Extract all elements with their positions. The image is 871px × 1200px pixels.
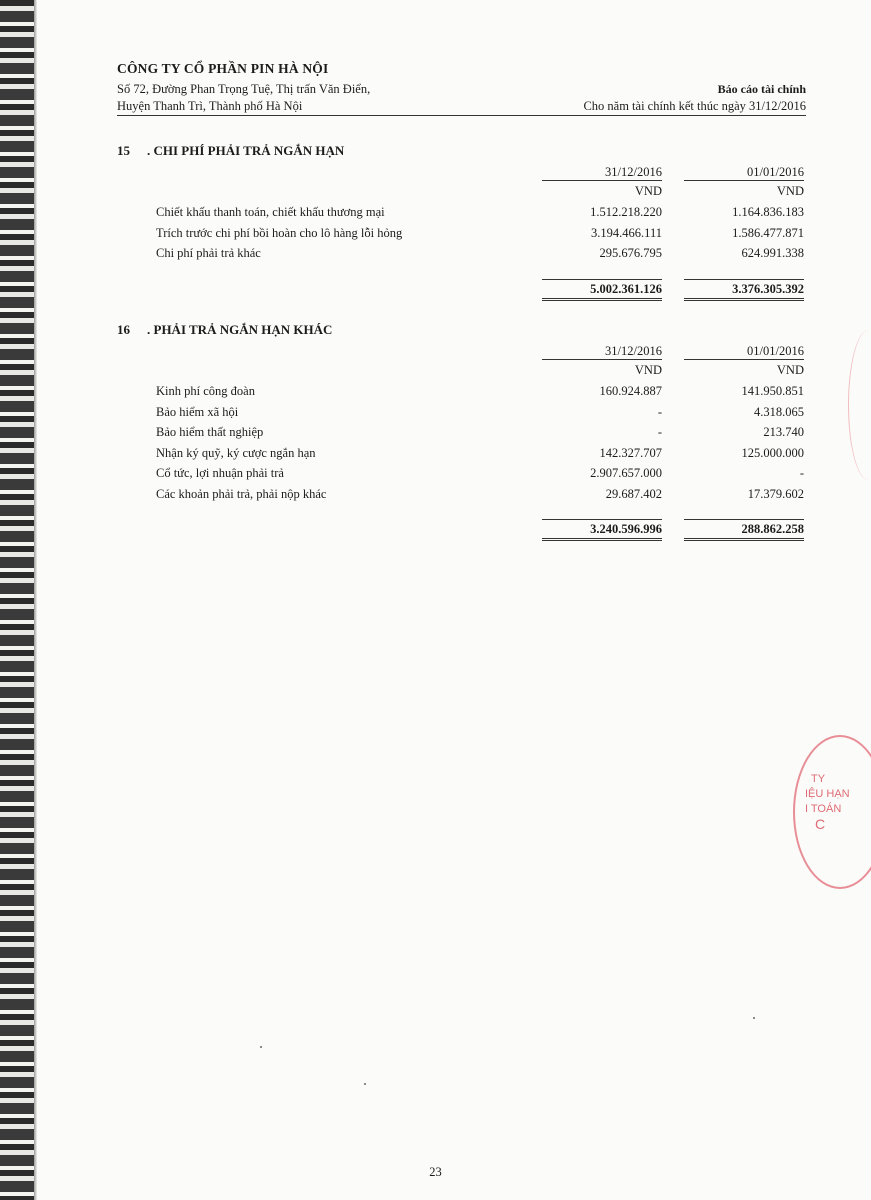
col2-header: 01/01/2016 — [684, 344, 804, 360]
partial-seal-edge — [848, 330, 871, 480]
table-row — [117, 384, 806, 405]
row-value-2015: - — [799, 466, 804, 480]
header-row-2 — [117, 99, 806, 114]
table-row — [117, 487, 806, 508]
table-row — [117, 226, 806, 247]
row-value-2016: 3.194.466.111 — [591, 225, 662, 240]
row-value-2015: 213.740 — [763, 425, 804, 439]
row-value-2016: 142.327.707 — [599, 445, 662, 460]
section-title — [117, 143, 806, 159]
row-value-2015: 624.991.338 — [741, 246, 804, 260]
binding-edge — [34, 0, 37, 1200]
seal-text: TY IỆU HẠN I TOÁN C — [805, 773, 850, 832]
header-divider — [117, 115, 806, 116]
section-16 — [117, 322, 806, 540]
scan-speck — [364, 1083, 366, 1085]
section-number: 15 — [117, 143, 130, 158]
table-row — [117, 246, 806, 267]
row-label: Bảo hiểm thất nghiệp — [156, 425, 264, 439]
unit-row — [117, 184, 806, 205]
col2-unit: VND — [776, 363, 804, 377]
table-row — [117, 446, 806, 467]
address-line-2: Huyện Thanh Trì, Thành phố Hà Nội — [117, 99, 303, 113]
table-row — [117, 466, 806, 487]
section-16-table — [117, 344, 806, 540]
total-row — [117, 519, 806, 540]
col2-unit: VND — [776, 184, 804, 198]
section-heading: . PHẢI TRẢ NGẮN HẠN KHÁC — [147, 322, 333, 337]
section-number: 16 — [117, 322, 130, 337]
page-number: 23 — [429, 1165, 442, 1179]
row-label: Kinh phí công đoàn — [156, 384, 255, 398]
spiral-binding — [0, 0, 34, 1200]
scan-speck — [753, 1017, 755, 1019]
col1-header: 31/12/2016 — [542, 165, 662, 181]
row-label: Chiết khấu thanh toán, chiết khấu thương mại — [156, 205, 385, 219]
row-value-2015: 4.318.065 — [754, 404, 804, 419]
column-header-row — [117, 165, 806, 184]
section-heading: . CHI PHÍ PHẢI TRẢ NGẮN HẠN — [147, 143, 345, 158]
table-row — [117, 205, 806, 226]
report-title: Báo cáo tài chính — [717, 82, 806, 96]
report-period: Cho năm tài chính kết thúc ngày 31/12/2016 — [583, 99, 806, 113]
section-15 — [117, 143, 806, 299]
company-name: CÔNG TY CỔ PHẦN PIN HÀ NỘI — [117, 61, 329, 76]
column-header-row — [117, 344, 806, 363]
row-label: Nhận ký quỹ, ký cược ngắn hạn — [156, 445, 316, 460]
row-label: Trích trước chi phí bồi hoàn cho lô hàng lỗi hỏng — [156, 225, 403, 240]
row-label: Bảo hiểm xã hội — [156, 404, 239, 419]
total-row — [117, 279, 806, 300]
unit-row — [117, 363, 806, 384]
total-2015: 288.862.258 — [684, 519, 804, 541]
col1-unit: VND — [634, 363, 662, 377]
row-value-2016: - — [657, 404, 662, 419]
col1-header: 31/12/2016 — [542, 344, 662, 360]
total-2016: 3.240.596.996 — [542, 519, 662, 541]
row-value-2016: 295.676.795 — [599, 246, 662, 260]
row-value-2015: 1.164.836.183 — [732, 205, 804, 219]
document-header — [117, 61, 806, 116]
row-value-2016: 160.924.887 — [599, 384, 662, 398]
row-label: Cổ tức, lợi nhuận phải trả — [156, 466, 284, 480]
col1-unit: VND — [634, 184, 662, 198]
scan-speck — [260, 1046, 262, 1048]
row-value-2015: 125.000.000 — [741, 445, 804, 460]
row-value-2015: 1.586.477.871 — [732, 225, 804, 240]
row-value-2016: 29.687.402 — [605, 486, 662, 501]
header-row-1 — [117, 82, 806, 97]
section-title — [117, 322, 806, 338]
row-value-2015: 17.379.602 — [747, 486, 804, 501]
address-line-1: Số 72, Đường Phan Trọng Tuệ, Thị trấn Văn Điển, — [117, 82, 371, 96]
table-row — [117, 405, 806, 426]
row-label: Các khoản phải trả, phải nộp khác — [156, 486, 327, 501]
total-2016: 5.002.361.126 — [542, 279, 662, 301]
col2-header: 01/01/2016 — [684, 165, 804, 181]
row-value-2016: 2.907.657.000 — [590, 466, 662, 480]
section-15-table — [117, 165, 806, 299]
row-label: Chi phí phải trả khác — [156, 246, 261, 260]
total-2015: 3.376.305.392 — [684, 279, 804, 301]
row-value-2015: 141.950.851 — [741, 384, 804, 398]
row-value-2016: 1.512.218.220 — [590, 205, 662, 219]
row-value-2016: - — [657, 425, 662, 439]
table-row — [117, 425, 806, 446]
